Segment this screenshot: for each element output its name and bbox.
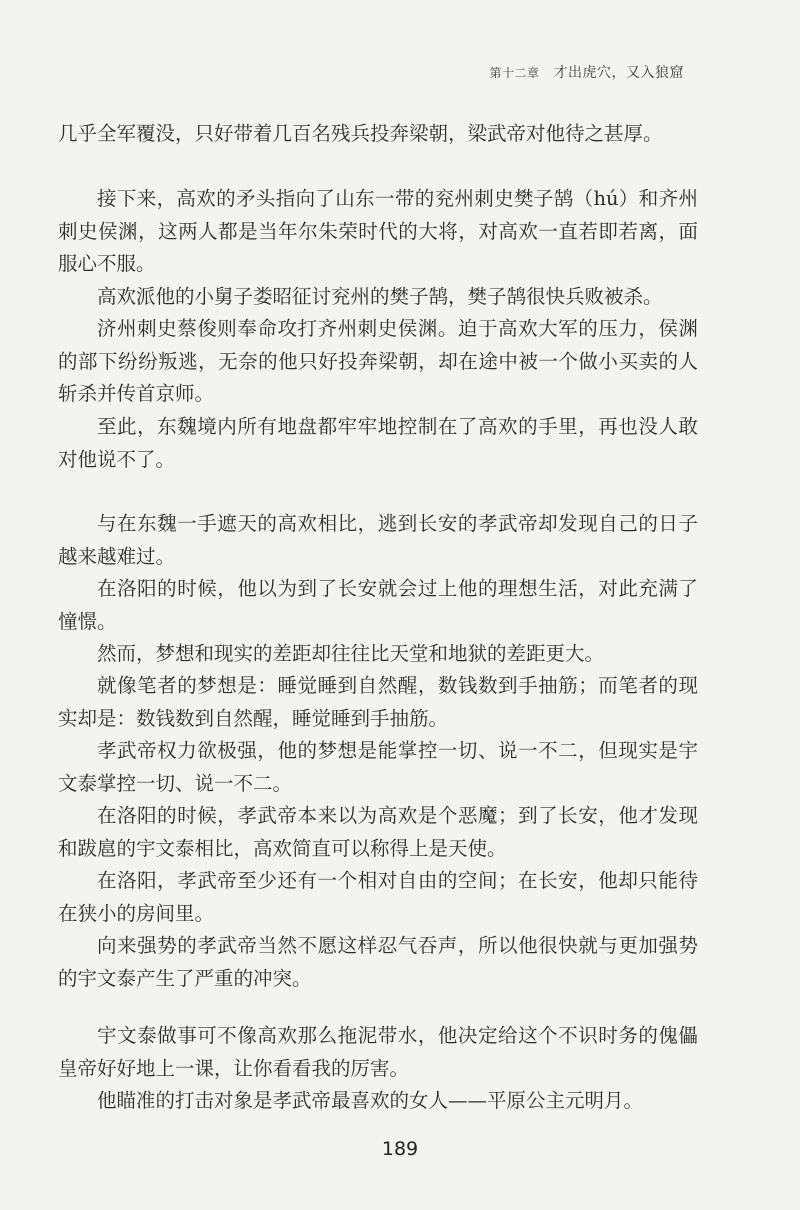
paragraph: 与在东魏一手遮天的高欢相比，逃到长安的孝武帝却发现自己的日子越来越难过。 [58,512,698,568]
paragraph: 至此，东魏境内所有地盘都牢牢地控制在了高欢的手里，再也没人敢对他说不了。 [58,415,698,471]
chapter-title: 才出虎穴，又入狼窟 [553,65,684,81]
page-number: 189 [381,1138,419,1160]
paragraph: 孝武帝权力欲极强，他的梦想是能掌控一切、说一不二，但现实是宇文泰掌控一切、说一不二。 [58,739,698,795]
paragraph: 就像笔者的梦想是：睡觉睡到自然醒，数钱数到手抽筋；而笔者的现实却是：数钱数到自然醒，睡觉睡到手抽筋。 [58,674,698,730]
paragraph: 然而，梦想和现实的差距却往往比天堂和地狱的差距更大。 [97,642,605,665]
paragraph: 济州刺史蔡俊则奉命攻打齐州刺史侯渊。迫于高欢大军的压力，侯渊的部下纷纷叛逃，无奈的他只好投奔梁朝，却在途中被一个做小买卖的人斩杀并传首京师。 [58,317,698,406]
paragraph: 在洛阳的时候，他以为到了长安就会过上他的理想生活，对此充满了憧憬。 [58,577,698,633]
paragraph: 向来强势的孝武帝当然不愿这样忍气吞声，所以他很快就与更加强势的宇文泰产生了严重的冲突。 [58,934,698,990]
running-head [489,62,684,82]
paragraph: 宇文泰做事可不像高欢那么拖泥带水，他决定给这个不识时务的傀儡皇帝好好地上一课，让你看看我的厉害。 [58,1024,698,1080]
paragraph: 他瞄准的打击对象是孝武帝最喜欢的女人——平原公主元明月。 [97,1089,644,1112]
paragraph: 高欢派他的小舅子娄昭征讨兖州的樊子鹄，樊子鹄很快兵败被杀。 [97,285,663,308]
paragraph: 接下来，高欢的矛头指向了山东一带的兖州刺史樊子鹄（hú）和齐州刺史侯渊，这两人都是当年尔朱荣时代的大将，对高欢一直若即若离，面服心不服。 [58,187,698,276]
paragraph: 在洛阳，孝武帝至少还有一个相对自由的空间；在长安，他却只能待在狭小的房间里。 [58,869,698,925]
chapter-number: 第十二章 [489,66,540,80]
paragraph: 在洛阳的时候，孝武帝本来以为高欢是个恶魔；到了长安，他才发现和跋扈的宇文泰相比，高欢简直可以称得上是天使。 [58,804,698,860]
paragraph-continued: 几乎全军覆没，只好带着几百名残兵投奔梁朝，梁武帝对他待之甚厚。 [58,122,663,145]
